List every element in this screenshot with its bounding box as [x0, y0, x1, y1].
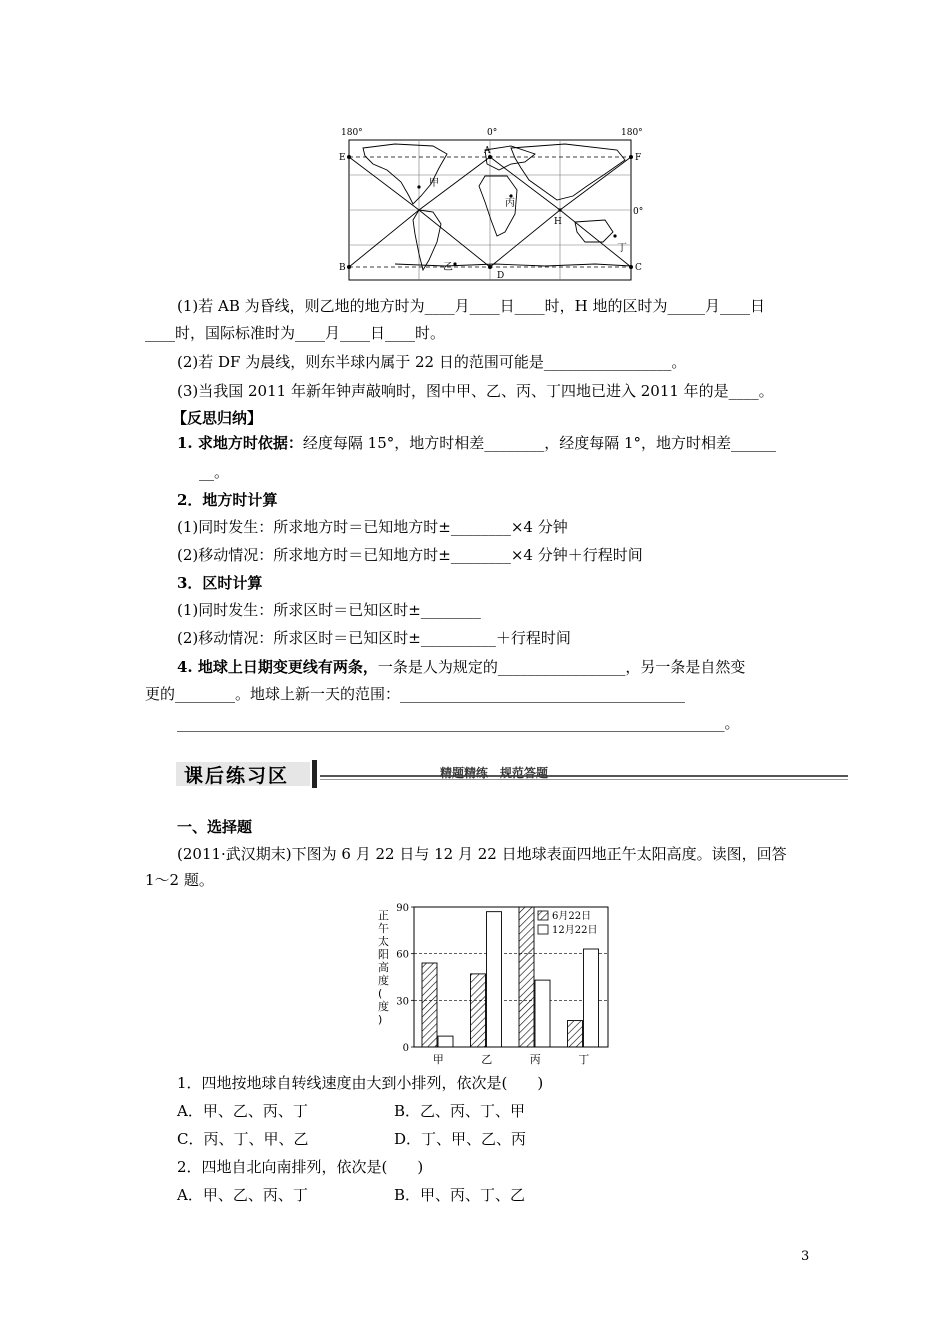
map-label-H: H [554, 217, 562, 227]
question-3: (3)当我国 2011 年新年钟声敲响时，图中甲、乙、丙、丁四地已进入 2011 年的是____。 [177, 382, 774, 400]
map-label-F: F [635, 153, 642, 163]
x-category-label-4: 丁 [578, 1053, 590, 1066]
banner-subtitle: 精题精练 规范答题 [440, 766, 549, 780]
x-category-label-3: 丙 [529, 1053, 541, 1066]
map-label-bing: 丙 [505, 198, 515, 209]
y-axis-label-char: 度 [378, 974, 389, 987]
question-1-line1: (1)若 AB 为昏线，则乙地的地方时为____月____日____时，H 地的区时为_____月____日 [177, 297, 765, 315]
reflection-point-3a: (1)同时发生：所求区时＝已知区时±________ [177, 601, 481, 619]
map-label-C: C [635, 263, 642, 273]
reflection-point-2b: (2)移动情况：所求地方时＝已知地方时±________×4 分钟＋行程时间 [177, 546, 643, 564]
question-mc-1-option-d: D．丁、甲、乙、丙 [394, 1130, 527, 1148]
y-axis-label-char: 阳 [378, 948, 389, 961]
bar-jun22-3 [519, 907, 534, 1047]
world-map-figure [335, 124, 655, 282]
y-axis-label-char: ) [378, 1013, 383, 1026]
question-mc-2: 2．四地自北向南排列，依次是( ) [177, 1158, 424, 1176]
reflection-point-4-line2: 更的________。地球上新一天的范围：______________________________________ [145, 685, 686, 703]
map-label-equator: 0° [633, 207, 644, 217]
y-tick-label-0: 0 [402, 1043, 409, 1054]
reflection-point-4 [177, 657, 745, 677]
map-label-D: D [497, 271, 505, 281]
legend-swatch-1 [538, 911, 548, 920]
map-label-180-right: 180° [621, 128, 643, 138]
reflection-point-4-text: 一条是人为规定的_________________，另一条是自然变 [377, 658, 746, 676]
y-axis-label-char: 太 [378, 935, 389, 948]
legend-label-2: 12月22日 [552, 925, 598, 936]
map-label-yi: 乙 [443, 262, 453, 273]
legend-swatch-2 [538, 925, 548, 934]
map-label-180-left: 180° [341, 128, 363, 138]
y-tick-label-30: 30 [396, 996, 409, 1008]
reflection-point-1 [177, 433, 776, 453]
question-mc-1-option-c: C．丙、丁、甲、乙 [177, 1130, 309, 1148]
exercise-intro-line2: 1～2 题。 [145, 871, 214, 889]
map-label-B: B [339, 263, 346, 273]
legend-label-1: 6月22日 [552, 911, 592, 922]
reflection-point-3: 3．区时计算 [177, 574, 263, 592]
question-mc-1-option-a: A．甲、乙、丙、丁 [177, 1102, 308, 1120]
y-tick-label-90: 90 [396, 903, 409, 914]
reflection-point-3b: (2)移动情况：所求区时＝已知区时±__________＋行程时间 [177, 629, 571, 647]
question-1-line2: ____时，国际标准时为____月____日____时。 [145, 324, 446, 342]
y-axis-label [378, 909, 389, 1026]
map-label-ding: 丁 [617, 243, 627, 254]
bar-dec22-4 [584, 949, 599, 1047]
y-axis-label-char: 度 [378, 1000, 389, 1013]
exercise-section-heading: 一、选择题 [177, 818, 253, 836]
banner-title: 课后练习区 [184, 765, 290, 787]
map-label-E: E [339, 153, 346, 163]
reflection-heading: 【反思归纳】 [172, 409, 263, 427]
reflection-point-1-text: 经度每隔 15°，地方时相差________，经度每隔 1°，地方时相差______ [302, 434, 777, 452]
question-2: (2)若 DF 为晨线，则东半球内属于 22 日的范围可能是_________________。 [177, 353, 687, 371]
reflection-point-1-cont: __。 [199, 463, 230, 481]
bar-dec22-3 [535, 980, 550, 1047]
bar-jun22-4 [568, 1021, 583, 1047]
section-banner [172, 758, 852, 790]
x-category-label-1: 甲 [432, 1053, 444, 1066]
map-label-jia: 甲 [429, 178, 439, 189]
reflection-point-4-title: 4. 地球上日期变更线有两条， [177, 658, 378, 676]
bar-jun22-2 [471, 974, 486, 1047]
map-label-A: A [484, 146, 491, 156]
y-axis-label-char: 午 [378, 922, 389, 935]
reflection-point-4-line3: _________________________________________________________________________。 [177, 714, 740, 732]
y-axis-label-char: 正 [378, 909, 389, 922]
sun-altitude-bar-chart [372, 897, 622, 1069]
bar-jun22-1 [422, 963, 437, 1047]
question-mc-1: 1．四地按地球自转线速度由大到小排列，依次是( ) [177, 1074, 544, 1092]
map-label-0: 0° [487, 128, 498, 138]
y-axis-label-char: 高 [378, 961, 389, 974]
exercise-intro-line1: (2011·武汉期末)下图为 6 月 22 日与 12 月 22 日地球表面四地正午太阳高度。读图，回答 [177, 845, 787, 863]
reflection-point-1-title: 1. 求地方时依据： [177, 434, 303, 452]
y-tick-label-60: 60 [396, 949, 409, 961]
page-number: 3 [801, 1249, 810, 1264]
reflection-point-2: 2．地方时计算 [177, 491, 278, 509]
bar-dec22-2 [487, 912, 502, 1047]
x-category-label-2: 乙 [481, 1053, 493, 1066]
reflection-point-2a: (1)同时发生：所求地方时＝已知地方时±________×4 分钟 [177, 518, 568, 536]
question-mc-1-option-b: B．乙、丙、丁、甲 [394, 1102, 526, 1120]
bar-dec22-1 [438, 1036, 453, 1047]
y-axis-label-char: ( [378, 987, 383, 1000]
question-mc-2-option-a: A．甲、乙、丙、丁 [177, 1186, 308, 1204]
question-mc-2-option-b: B．甲、丙、丁、乙 [394, 1186, 526, 1204]
